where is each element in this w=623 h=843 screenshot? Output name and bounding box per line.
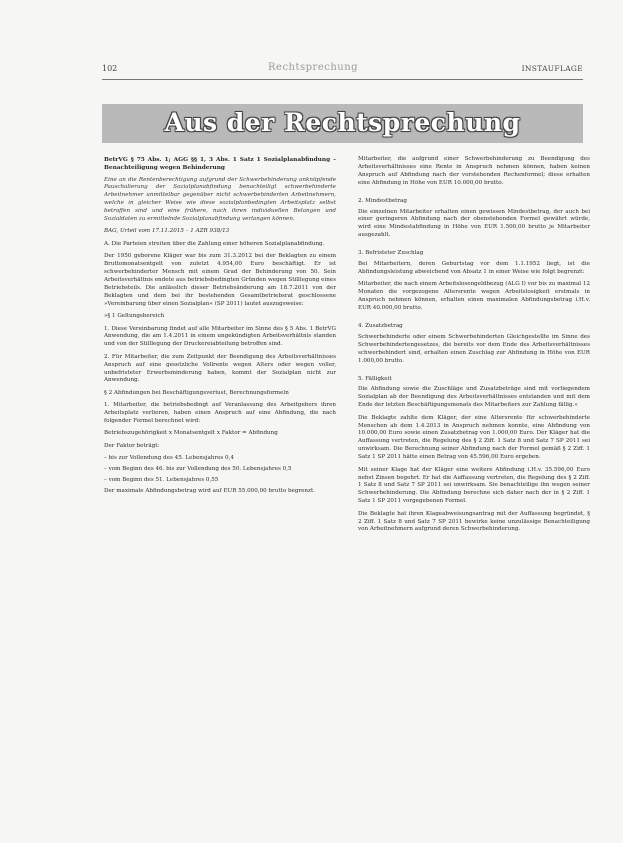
headnote: Eine an die Rentenberechtigung aufgrund der Schwerbehinderung anknüpfende Pauschalierung der Sozialplanabfindung benachteiligt schwerbehinderte Arbeitnehmer unmittelbar gegenüber nicht schwerbehinderten Arbeitnehmern, welche in gleicher Weise wie diese sozialplanbedingten Arbeitsplatz selbst betroffen sind und eine frühere, nach ihren individuellen Belangen und Sozialdaten zu ermittelnde Sozialplanabfindung verlangen können.	[104, 176, 336, 223]
body-paragraph: Der Faktor beträgt:	[104, 442, 160, 449]
right-body	[358, 198, 590, 535]
journal-name: INSTAUFLAGE	[521, 64, 583, 73]
body-paragraph: Mit seiner Klage hat der Kläger eine weitere Abfindung i.H.v. 35.596,00 Euro nebst Zinsen begehrt. Er hat die Auffassung vertreten, die Regelung des § 2 Ziff. 1 Satz 8 und Satz 7 SP 2011 sei unwirksam. Sie benachteilige ihn wegen seiner Schwerbehinderung. Die Abfindung berechne sich daher nach der in § 2 Ziff. 1 Satz 1 SP 2011 vorgegebenen Formel.	[358, 466, 590, 505]
right-intro: Mitarbeiter, die aufgrund einer Schwerbehinderung zu Beendigung des Arbeitsverhältnisses eine Rente in Anspruch nehmen können, haben keinen Anspruch auf Abfindung nach der vorstehenden Rechenformel; diese erhalten eine Abfindung in Höhe von EUR 10.000,00 brutto.	[358, 156, 590, 186]
body-paragraph: Mitarbeiter, die nach einem Arbeitslosengeldbezug (ALG I) vor bis zu maximal 12 Monaten die vorgezogene Altersrente wegen Arbeitslosigkeit erstmals in Anspruch nehmen können, erhalten einen maximalen Abfindungsbetrag i.H.v. EUR 40.000,00 brutto.	[358, 281, 590, 312]
body-paragraph: Der maximale Abfindungsbetrag wird auf EUR 55.000,00 brutto begrenzt.	[104, 488, 316, 494]
body-paragraph: Die Beklagte zahlte dem Kläger, der eine Altersrente für schwerbehinderte Menschen ab dem 1.4.2013 in Anspruch nehmen konnte, eine Abfindung von 10.000,00 Euro sowie einen Zusatzbetrag von 1.000,00 Euro. Der Kläger hat die Auffassung vertreten, die Regelung des § 2 Ziff. 1 Satz 8 und Satz 7 SP 2011 sei unwirksam. Die Berechnung seiner Abfindung nach der Formel gemäß § 2 Ziff. 1 Satz 1 SP 2011 hätte einen Betrag von 45.596,00 Euro ergeben.	[358, 414, 590, 461]
body-paragraph: – vom Beginn des 51. Lebensjahres 0,55	[104, 477, 219, 484]
body-paragraph: – bis zur Vollendung des 45. Lebensjahres 0,4	[104, 455, 234, 462]
case-title: BetrVG § 75 Abs. 1; AGG §§ 1, 3 Abs. 1 Satz 1 Sozialplanabfindung – Benachteiligung wegen Behinderung	[104, 157, 336, 171]
section-banner	[102, 104, 583, 143]
left-column	[104, 156, 336, 500]
right-column	[358, 156, 590, 539]
section-title: Rechtsprechung	[268, 62, 359, 73]
section-heading: 5. Fälligkeit	[358, 375, 392, 382]
body-paragraph: Schwerbehinderte oder einem Schwerbehinderten Gleichgestellte im Sinne des Schwerbehindertengesetzes, die bereits vor dem Ende des Arbeitsverhältnisses schwerbehindert sind, erhalten einen Zuschlag zur Abfindung in Höhe von EUR 1.000,00 brutto.	[358, 333, 590, 364]
body-paragraph: Die Beklagte hat ihren Klageabweisungsantrag mit der Auffassung begründet, § 2 Ziff. 1 Satz 8 und Satz 7 SP 2011 bewirke keine unzulässige Benachteiligung von Arbeitnehmern aufgrund deren Schwerbehinderung.	[358, 510, 590, 533]
section-heading: 4. Zusatzbetrag	[358, 323, 403, 329]
body-paragraph: 1. Diese Vereinbarung findet auf alle Mitarbeiter im Sinne des § 5 Abs. 1 BetrVG Anwendung, die am 1.4.2011 in einem ungekündigten Arbeitsverhältnis standen und von der Stilllegung der Druckereiabteilung betroffen sind.	[104, 325, 336, 348]
body-paragraph: § 2 Abfindungen bei Beschäftigungsverlust, Berechnungsformeln	[104, 389, 289, 396]
section-heading: 2. Mindestbetrag	[358, 197, 407, 204]
body-paragraph: Betriebszugehörigkeit x Monatsentgelt x Faktor = Abfindung	[104, 430, 278, 437]
section-heading: 3. Befristeter Zuschlag	[358, 250, 424, 257]
body-paragraph: – vom Beginn des 46. bis zur Vollendung des 50. Lebensjahres 0,5	[104, 466, 292, 473]
body-paragraph: Der 1950 geborene Kläger war bis zum 31.3.2012 bei der Beklagten zu einem Bruttomonatsentgelt von zuletzt 4.954,00 Euro beschäftigt. Er ist schwerbehinderter Mensch mit einem Grad der Behinderung von 50. Sein Arbeitsverhältnis endete aus betriebsbedingten Gründen wegen Stilllegung eines Betriebsteils. Die anlässlich dieser Betriebsänderung am 18.7.2011 von der Beklagten und dem bei ihr bestehenden Gesamtbetriebsrat geschlossene »Vereinbarung über einen Sozialplan« (SP 2011) lautet auszugsweise:	[104, 253, 336, 307]
page-number: 102	[102, 64, 118, 73]
case-citation: BAG, Urteil vom 17.11.2015 – 1 AZR 938/13	[104, 228, 230, 235]
banner-title: Aus der Rechtsprechung	[164, 108, 521, 137]
body-paragraph: Bei Mitarbeitern, deren Geburtstag vor dem 1.1.1952 liegt, ist die Abfindungsleistung abweichend von Absatz 1 in einer Weise wie folgt begrenzt:	[358, 261, 590, 275]
left-body	[104, 241, 336, 496]
running-header	[102, 63, 583, 80]
body-paragraph: Die Abfindung sowie die Zuschläge und Zusatzbeträge sind mit vorliegendem Sozialplan ab der Beendigung des Arbeitsverhältnisses entstanden und mit dem Ende der letzten Beschäftigungsmonats des Mitarbeiters zur Zahlung fällig.«	[358, 386, 590, 409]
body-paragraph: Die einzelnen Mitarbeiter erhalten einen gewissen Mindestbetrag, der auch bei einer geringeren Abfindung nach der obenstehenden Formel gewährt würde, wird eine Mindestabfindung in Höhe von EUR 1.500,00 brutto je Mitarbeiter ausgezahlt.	[358, 208, 590, 239]
body-paragraph: 1. Mitarbeiter, die betriebsbedingt auf Veranlassung des Arbeitgebers ihren Arbeitsplatz verlieren, haben einen Anspruch auf eine Abfindung, die nach folgender Formel berechnet wird:	[104, 402, 336, 425]
body-paragraph: A. Die Parteien streiten über die Zahlung einer höheren Sozialplanabfindung.	[104, 240, 325, 247]
body-paragraph: 2. Für Mitarbeiter, die zum Zeitpunkt der Beendigung des Arbeitsverhältnisses Anspruch auf eine gesetzliche Vollrente wegen Alters oder wegen voller, unbefristeter Erwerbsminderung haben, kommt der Sozialplan nicht zur Anwendung.	[104, 353, 336, 384]
body-paragraph: »§ 1 Geltungsbereich	[104, 313, 165, 320]
